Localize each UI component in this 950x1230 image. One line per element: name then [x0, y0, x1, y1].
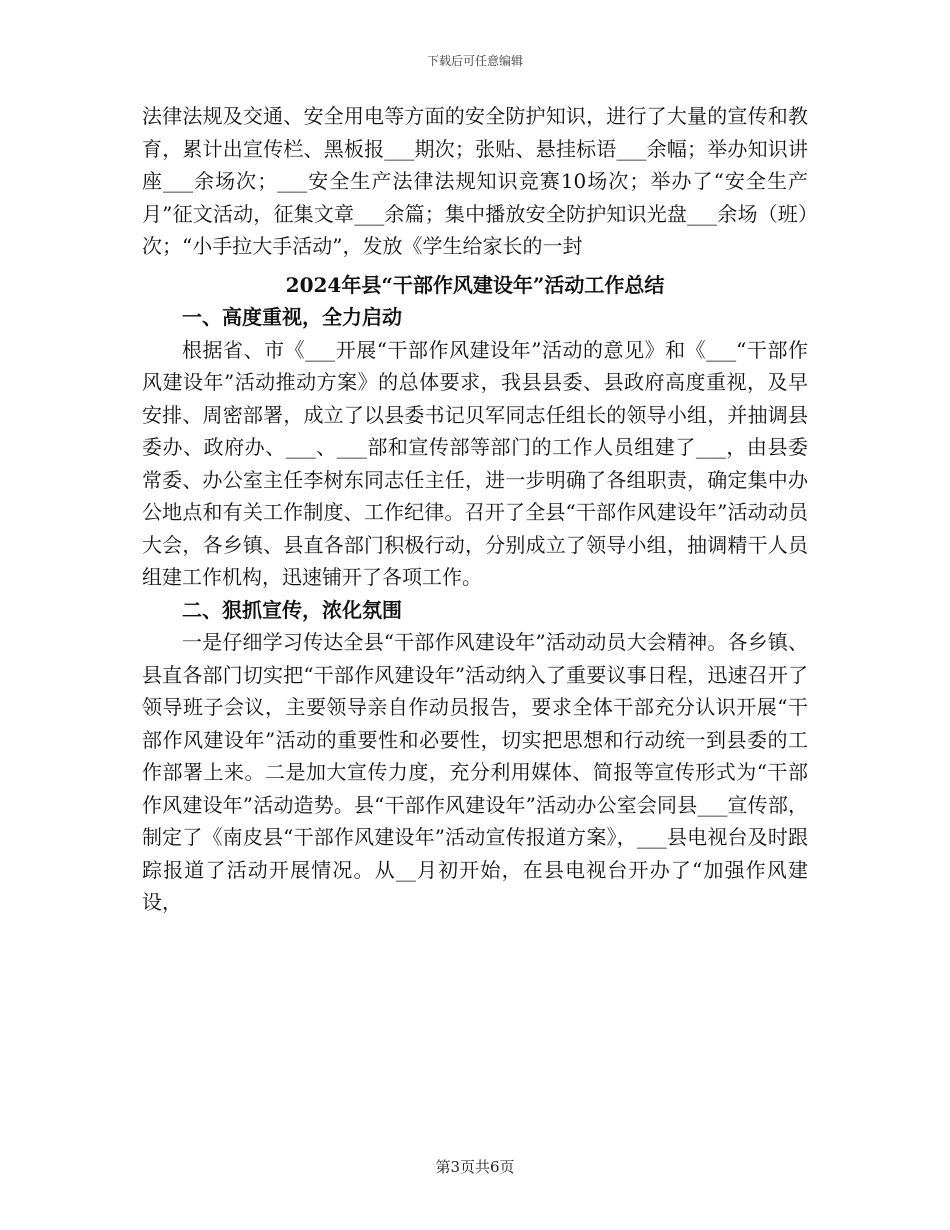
section-paragraph-2: 一是仔细学习传达全县“干部作风建设年”活动动员大会精神。各乡镇、县直各部门切实把“干部作风建设年”活动纳入了重要议事日程，迅速召开了领导班子会议，主要领导亲自作动员报告，要求全体干部充分认识开展“干部作风建设年”活动的重要性和必要性，切实把思想和行动统一到县委的工作部署上来。二是加大宣传力度，充分利用媒体、简报等宣传形式为“干部作风建设年”活动造势。县“干部作风建设年”活动办公室会同县___宣传部，制定了《南皮县“干部作风建设年”活动宣传报道方案》，___县电视台及时跟踪报道了活动开展情况。从__月初开始，在县电视台开办了“加强作风建设， [142, 630, 808, 914]
intro-paragraph: 法律法规及交通、安全用电等方面的安全防护知识，进行了大量的宣传和教育，累计出宣传栏、黑板报___期次；张贴、悬挂标语___余幅；举办知识讲座___余场次；___安全生产法律法规知识竞赛10场次；举办了“安全生产月”征文活动，征集文章___余篇；集中播放安全防护知识光盘___余场（班）次；“小手拉大手活动”，发放《学生给家长的一封 [142, 104, 808, 258]
document-title: 2024年县“干部作风建设年”活动工作总结 [285, 272, 665, 297]
section-heading-2: 二、狠抓宣传，浓化氛围 [182, 597, 402, 622]
page-number-footer: 第3页共6页 [435, 1158, 515, 1176]
page-header-note: 下载后可任意编辑 [426, 54, 523, 68]
section-heading-1: 一、高度重视，全力启动 [182, 305, 402, 329]
document-body [142, 100, 808, 919]
section-paragraph-1: 根据省、市《___开展“干部作风建设年”活动的意见》和《___“干部作风建设年”活动推动方案》的总体要求，我县县委、县政府高度重视，及早安排、周密部署，成立了以县委书记贝军同志任组长的领导小组，并抽调县委办、政府办、___、___部和宣传部等部门的工作人员组建了___，由县委常委、办公室主任李树东同志任主任，进一步明确了各组职责，确定集中办公地点和有关工作制度、工作纪律。召开了全县“干部作风建设年”活动动员大会，各乡镇、县直各部门积极行动，分别成立了领导小组，抽调精干人员组建工作机构，迅速铺开了各项工作。 [142, 337, 808, 589]
